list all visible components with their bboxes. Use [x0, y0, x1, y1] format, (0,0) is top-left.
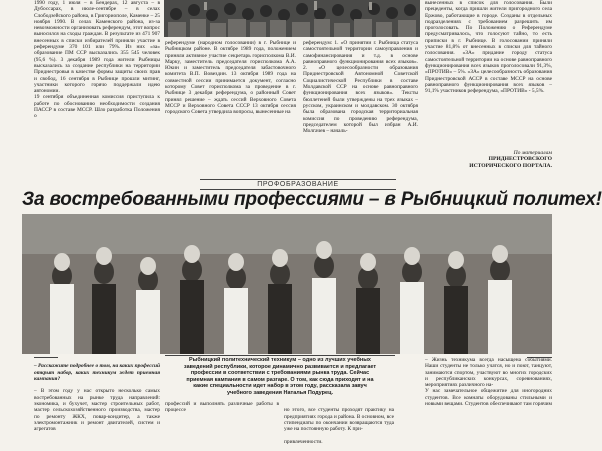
- interview-text: но этого, все студенты проходят практику на предприятиях города и района. В основном, все стипендиаты по окончании возвращаются туда уже на постоянную работу. К при-: [284, 407, 394, 433]
- article-column-3: референдум: 1. «О принятии г. Рыбница статуса самостоятельной территории самоуправления и самофинансирования и т.д. в основе равноправного функционирования всех языков». 2. «О целесообразности образования Приднестровской Автономной Советской Социалистической Республики в составе Молдавской ССР на основе равноправного функционирования всех языков». Тексты бюллетеней были утверждены на трех языках – русском, украинском и молдавском. 30 октября была образована городская территориальная комиссия по проведению референдума, председателем которой был избран А.И. Молгачев – началь-: [303, 40, 418, 135]
- crowd-photo: [164, 0, 420, 37]
- headline: За востребованными профессиями – в Рыбницкий политех!: [22, 189, 602, 210]
- article-signature: [440, 150, 552, 169]
- interview-column-3: [284, 401, 394, 445]
- interview-answer: – В этом году у нас открыто несколько самых востребованных на рынке труда направлений: экономика, и бухучет, мастер строительных работ, мастер сельскохозяйственного производства, мастер по ремонту ЖКХ, повар-кондитер, а также электромонтажник и ремонт двигателей, систем и агрегатов: [34, 388, 160, 433]
- signature-source: ПРИДНЕСТРОВСКОГО ИСТОРИЧЕСКОГО ПОРТАЛА.: [469, 156, 552, 169]
- signature-label: По материалам: [513, 150, 552, 156]
- interview-question: – Расскажите подробнее о том, на каких профессий открыт набор, каких техникум ждет приемная кампания?: [34, 363, 160, 382]
- article-column-4: вынесенных в список для голосования. Были прецеденты, когда пришли жители пригородного села Ержово, работающие в городе. Созданы в отдельных подразделениях с требованием разрешить им проголосовать. По Положению о Референдуме предусматривалось, что голосуют тайно, то есть приписки в г. Рыбнице. В голосовании приняли участие 81,8% от внесенных в списки для тайного голосования. «ЗА» придание городу статуса самостоятельной территории на основе равноправного функционирования всех языков проголосовали 91,3%, «ПРОТИВ» – 5%. «ЗА» целесообразность образования Приднестровской АССР в составе МССР на основе равноправного функционирования всех языков – 91,1% участников референдума, «ПРОТИВ» - 5,5%.: [425, 0, 552, 95]
- photo-caption: Рыбницкий политехнический техникум – одно из лучших учебных заведений республики, которое динамично развивается и предлагает профессии в соответствии с требованиями рынка труда. Сейчас приемная кампания в самом разгаре. О том, как сюда приходят и на какие специальности идет набор в этом году, рассказала завуч учебного заведения Наталья Подурец.: [183, 357, 377, 396]
- article-column-2: референдуме (народном голосовании) в г. Рыбнице и Рыбницком районе. В октябре 1989 года, положением приняли активное участие секретарь горисполкома В.И. Марку, заместитель председателя горисполкома А.А. Юкин и заместитель председателя забастовочного комитета В.П. Вовездин. 13 октября 1989 года на совместной сессии принимается документ, согласно которому Совет горисполкома за проведение в г. Рыбнице 3 декабря референдума, о районный Совет принял решение – ждать сессий Верховного Совета МССР и Верховного Совета СССР 13 октября сессия городского Совета утвердила вопросы, вынесенные на: [165, 40, 296, 116]
- interview-column-4: – Жизнь техникума всегда насыщена событиями. Наши студенты не только учатся, но и поют, танцуют, занимаются спортом, участвуют во многих городских и республиканских конкурсах, соревнованиях, мероприятиях различного на- У нас замечательное общежитие для иногородних студентов. Все комнаты оборудованы стильными и новыми вещами. Студентов обеспечивают там горячим: [425, 357, 552, 408]
- caption-rule: [165, 355, 395, 356]
- interview-text-end: привлеченности.: [284, 438, 323, 445]
- interview-column-1: [34, 357, 160, 432]
- section-rubric: ПРОФОБРАЗОВАНИЕ: [200, 179, 396, 190]
- students-group-photo: [22, 214, 552, 354]
- interview-column-2: профессий и выполнять различные работы в процессе: [165, 401, 279, 414]
- article-column-1: 1990 году, 1 июля – в Бендерах, 12 августа – в Дубоссарах, в июле-сентябре – в селах Слободзейского района, в Григориополе, Каменке – 25 ноября 1990. В селах Каменского района, из-за невозможности организовать референдум, этот вопрос выносился на сходы граждан. В результате из 471 907 внесенных в списки избирателей приняли участие в референдуме 370 101 или 79%. Из них «за» образование ПМ ССР высказались 355 545 человек (95,6 %). 3 декабря 1989 года жители Рыбницы высказались за создание республики на территории Приднестровья в качестве формы защиты своих прав и свобод, 16 сентября в Рыбнице прошли митинг, участники которого горячо поддержали идею автономии. 19 сентября объединенная комиссия приступила к работе по обоснованию необходимости создания ПАССР в составе МССР. Шло разработка Положения о: [34, 0, 160, 120]
